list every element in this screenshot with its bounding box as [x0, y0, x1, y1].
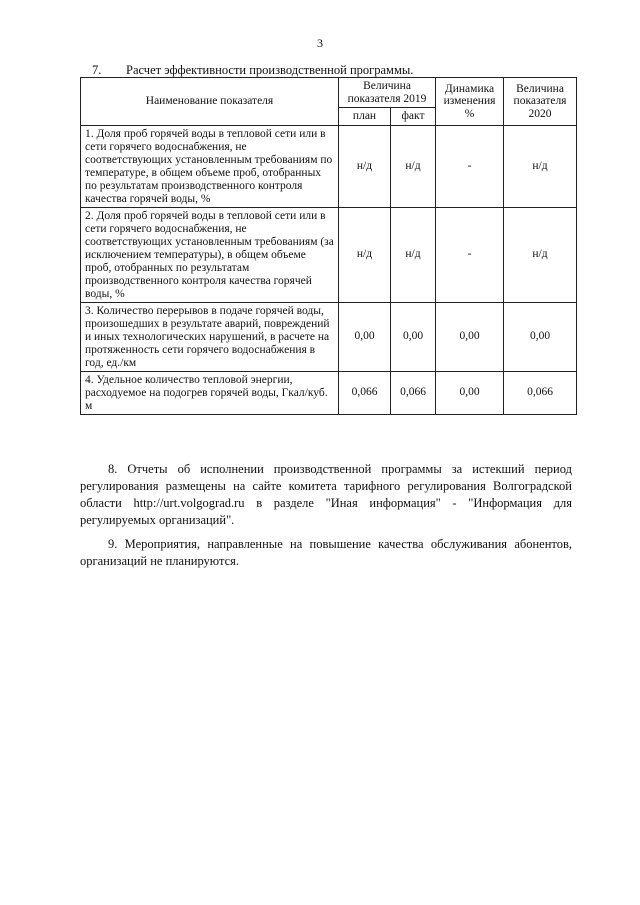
section-7-title: [92, 63, 413, 78]
row-dynamics: 0,00: [436, 302, 504, 371]
row-plan: 0,066: [339, 371, 391, 414]
row-value-2020: н/д: [504, 207, 577, 302]
table-row: [81, 371, 577, 414]
header-value-2019: Величина показателя 2019: [339, 78, 436, 108]
row-name: 2. Доля проб горячей воды в тепловой сети или в сети горячего водоснабжения, не соответствующих установленным требованиям (за исключением температуры), в общем объеме проб, отобранных по результатам производственного контроля качества горячей воды, %: [81, 207, 339, 302]
row-plan: н/д: [339, 207, 391, 302]
paragraph-9: [80, 536, 572, 570]
row-dynamics: 0,00: [436, 371, 504, 414]
paragraph-8-text: Отчеты об исполнении производственной программы за истекший период регулирования размещены на сайте комитета тарифного регулирования Волгоградской области http://urt.volgograd.ru в разделе "Иная информация" - "Информация для регулируемых организаций".: [80, 462, 572, 527]
section-7-text: Расчет эффективности производственной программы.: [126, 63, 414, 77]
paragraph-9-text: Мероприятия, направленные на повышение качества обслуживания абонентов, организаций не планируются.: [80, 537, 572, 568]
section-7-number: 7.: [92, 63, 102, 77]
table-row: [81, 125, 577, 207]
header-value-2020: Величина показателя 2020: [504, 78, 577, 126]
row-plan: н/д: [339, 125, 391, 207]
table-row: [81, 207, 577, 302]
header-plan: план: [339, 108, 391, 126]
table-row: [81, 302, 577, 371]
row-fact: 0,066: [391, 371, 436, 414]
efficiency-table: [80, 77, 577, 415]
row-plan: 0,00: [339, 302, 391, 371]
row-fact: н/д: [391, 207, 436, 302]
paragraph-9-number: 9.: [108, 537, 118, 551]
header-dynamics: Динамика изменения %: [436, 78, 504, 126]
row-fact: 0,00: [391, 302, 436, 371]
paragraph-8-number: 8.: [108, 462, 118, 476]
row-name: 3. Количество перерывов в подаче горячей воды, произошедших в результате аварий, повреждений и иных технологических нарушений, в расчете на протяженность сети горячего водоснабжения в год, ед./км: [81, 302, 339, 371]
row-value-2020: 0,00: [504, 302, 577, 371]
row-name: 4. Удельное количество тепловой энергии, расходуемое на подогрев горячей воды, Гкал/куб. м: [81, 371, 339, 414]
paragraph-8: [80, 461, 572, 529]
row-name: 1. Доля проб горячей воды в тепловой сети или в сети горячего водоснабжения, не соответствующих установленным требованиям по температуре, в общем объеме проб, отобранных по результатам производственного контроля качества горячей воды, %: [81, 125, 339, 207]
header-name: Наименование показателя: [81, 78, 339, 126]
row-fact: н/д: [391, 125, 436, 207]
row-dynamics: -: [436, 125, 504, 207]
row-value-2020: 0,066: [504, 371, 577, 414]
page-number: 3: [317, 36, 323, 50]
row-dynamics: -: [436, 207, 504, 302]
row-value-2020: н/д: [504, 125, 577, 207]
header-fact: факт: [391, 108, 436, 126]
